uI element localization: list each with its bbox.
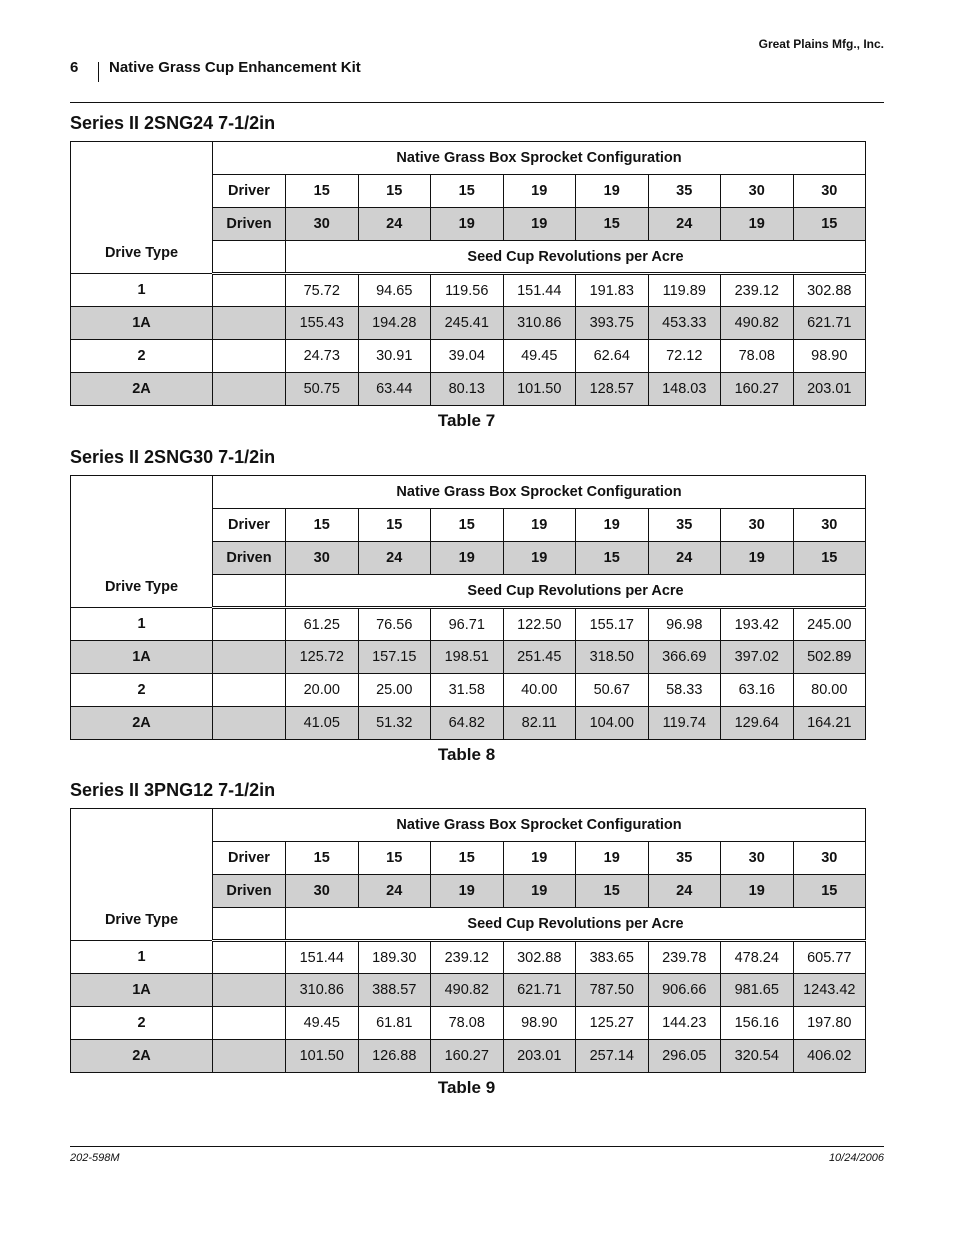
value-cell: 104.00 bbox=[576, 707, 649, 740]
table-section bbox=[70, 111, 865, 436]
blank-cell bbox=[213, 1007, 286, 1040]
driver-cell: 30 bbox=[793, 509, 866, 542]
rev-header: Seed Cup Revolutions per Acre bbox=[286, 241, 866, 274]
value-cell: 245.41 bbox=[431, 307, 504, 340]
driven-cell: 24 bbox=[358, 208, 431, 241]
drive-type-cell: 1 bbox=[71, 941, 213, 974]
driven-cell: 19 bbox=[503, 208, 576, 241]
value-cell: 128.57 bbox=[576, 373, 649, 406]
driven-cell: 24 bbox=[648, 542, 721, 575]
document-title: Native Grass Cup Enhancement Kit bbox=[109, 59, 361, 76]
blank-cell bbox=[213, 340, 286, 373]
value-cell: 239.12 bbox=[431, 941, 504, 974]
value-cell: 151.44 bbox=[286, 941, 359, 974]
value-cell: 787.50 bbox=[576, 974, 649, 1007]
value-cell: 203.01 bbox=[793, 373, 866, 406]
driver-cell: 19 bbox=[503, 509, 576, 542]
driver-cell: 15 bbox=[286, 175, 359, 208]
rev-header: Seed Cup Revolutions per Acre bbox=[286, 908, 866, 941]
blank-cell bbox=[213, 575, 286, 608]
rev-header: Seed Cup Revolutions per Acre bbox=[286, 575, 866, 608]
drive-type-cell: 2A bbox=[71, 373, 213, 406]
driver-cell: 30 bbox=[721, 842, 794, 875]
table-caption: Table 9 bbox=[437, 1078, 496, 1097]
value-cell: 61.81 bbox=[358, 1007, 431, 1040]
drive-type-cell: 2 bbox=[71, 340, 213, 373]
value-cell: 155.17 bbox=[576, 608, 649, 641]
value-cell: 41.05 bbox=[286, 707, 359, 740]
config-header: Native Grass Box Sprocket Configuration bbox=[213, 809, 866, 842]
table-row bbox=[71, 608, 866, 641]
drive-type-cell: 1 bbox=[71, 608, 213, 641]
driver-cell: 15 bbox=[358, 175, 431, 208]
drive-type-cell: 1A bbox=[71, 974, 213, 1007]
config-header: Native Grass Box Sprocket Configuration bbox=[213, 142, 866, 175]
page-number: 6 bbox=[70, 59, 79, 76]
value-cell: 50.67 bbox=[576, 674, 649, 707]
table-row bbox=[71, 307, 866, 340]
drive-type-cell: 1A bbox=[71, 307, 213, 340]
table-row bbox=[71, 373, 866, 406]
driver-label: Driver bbox=[213, 175, 286, 208]
value-cell: 156.16 bbox=[721, 1007, 794, 1040]
value-cell: 119.56 bbox=[431, 274, 504, 307]
value-cell: 164.21 bbox=[793, 707, 866, 740]
blank-cell bbox=[213, 307, 286, 340]
value-cell: 62.64 bbox=[576, 340, 649, 373]
table-section bbox=[70, 778, 865, 1103]
value-cell: 98.90 bbox=[503, 1007, 576, 1040]
driver-cell: 19 bbox=[503, 842, 576, 875]
blank-cell bbox=[213, 373, 286, 406]
section-title: Series II 3PNG12 7-1/2in bbox=[70, 780, 276, 800]
drive-type-cell: 2 bbox=[71, 674, 213, 707]
driver-cell: 19 bbox=[576, 175, 649, 208]
value-cell: 1243.42 bbox=[793, 974, 866, 1007]
table-row bbox=[71, 641, 866, 674]
blank-cell bbox=[213, 608, 286, 641]
driver-cell: 19 bbox=[576, 509, 649, 542]
header-rule bbox=[70, 102, 884, 103]
blank-cell bbox=[213, 674, 286, 707]
driver-cell: 30 bbox=[793, 842, 866, 875]
value-cell: 119.89 bbox=[648, 274, 721, 307]
value-cell: 40.00 bbox=[503, 674, 576, 707]
value-cell: 155.43 bbox=[286, 307, 359, 340]
value-cell: 320.54 bbox=[721, 1040, 794, 1073]
value-cell: 30.91 bbox=[358, 340, 431, 373]
value-cell: 63.44 bbox=[358, 373, 431, 406]
driven-cell: 30 bbox=[286, 208, 359, 241]
value-cell: 94.65 bbox=[358, 274, 431, 307]
table-row bbox=[71, 1007, 866, 1040]
value-cell: 61.25 bbox=[286, 608, 359, 641]
value-cell: 25.00 bbox=[358, 674, 431, 707]
blank-cell bbox=[213, 974, 286, 1007]
section-title: Series II 2SNG30 7-1/2in bbox=[70, 447, 276, 467]
value-cell: 239.12 bbox=[721, 274, 794, 307]
driven-cell: 24 bbox=[648, 875, 721, 908]
value-cell: 160.27 bbox=[431, 1040, 504, 1073]
value-cell: 98.90 bbox=[793, 340, 866, 373]
driven-cell: 19 bbox=[431, 542, 504, 575]
driven-cell: 19 bbox=[431, 208, 504, 241]
value-cell: 58.33 bbox=[648, 674, 721, 707]
table-row bbox=[71, 941, 866, 974]
driver-cell: 15 bbox=[358, 509, 431, 542]
value-cell: 96.98 bbox=[648, 608, 721, 641]
value-cell: 101.50 bbox=[503, 373, 576, 406]
blank-cell bbox=[213, 274, 286, 307]
driven-cell: 15 bbox=[576, 542, 649, 575]
value-cell: 80.00 bbox=[793, 674, 866, 707]
driver-cell: 30 bbox=[721, 509, 794, 542]
driven-cell: 19 bbox=[721, 208, 794, 241]
part-number: 202-598M bbox=[70, 1152, 120, 1164]
value-cell: 160.27 bbox=[721, 373, 794, 406]
value-cell: 239.78 bbox=[648, 941, 721, 974]
value-cell: 80.13 bbox=[431, 373, 504, 406]
value-cell: 50.75 bbox=[286, 373, 359, 406]
blank-cell bbox=[213, 241, 286, 274]
driven-cell: 24 bbox=[358, 542, 431, 575]
value-cell: 157.15 bbox=[358, 641, 431, 674]
table-row bbox=[71, 1040, 866, 1073]
drive-type-header: Drive Type bbox=[71, 809, 213, 941]
value-cell: 406.02 bbox=[793, 1040, 866, 1073]
value-cell: 621.71 bbox=[793, 307, 866, 340]
driven-label: Driven bbox=[213, 542, 286, 575]
driven-cell: 15 bbox=[793, 208, 866, 241]
value-cell: 64.82 bbox=[431, 707, 504, 740]
value-cell: 490.82 bbox=[431, 974, 504, 1007]
driver-cell: 19 bbox=[503, 175, 576, 208]
value-cell: 63.16 bbox=[721, 674, 794, 707]
table-row bbox=[71, 707, 866, 740]
value-cell: 72.12 bbox=[648, 340, 721, 373]
value-cell: 198.51 bbox=[431, 641, 504, 674]
config-header: Native Grass Box Sprocket Configuration bbox=[213, 476, 866, 509]
value-cell: 251.45 bbox=[503, 641, 576, 674]
sprocket-table bbox=[70, 808, 866, 1073]
value-cell: 981.65 bbox=[721, 974, 794, 1007]
drive-type-cell: 2 bbox=[71, 1007, 213, 1040]
driven-cell: 19 bbox=[721, 875, 794, 908]
value-cell: 75.72 bbox=[286, 274, 359, 307]
value-cell: 393.75 bbox=[576, 307, 649, 340]
value-cell: 257.14 bbox=[576, 1040, 649, 1073]
value-cell: 302.88 bbox=[503, 941, 576, 974]
driven-cell: 15 bbox=[576, 875, 649, 908]
value-cell: 296.05 bbox=[648, 1040, 721, 1073]
value-cell: 193.42 bbox=[721, 608, 794, 641]
value-cell: 906.66 bbox=[648, 974, 721, 1007]
value-cell: 49.45 bbox=[286, 1007, 359, 1040]
driven-cell: 15 bbox=[793, 875, 866, 908]
value-cell: 31.58 bbox=[431, 674, 504, 707]
value-cell: 605.77 bbox=[793, 941, 866, 974]
value-cell: 397.02 bbox=[721, 641, 794, 674]
driven-cell: 19 bbox=[503, 542, 576, 575]
value-cell: 388.57 bbox=[358, 974, 431, 1007]
driven-cell: 30 bbox=[286, 875, 359, 908]
driver-cell: 15 bbox=[431, 175, 504, 208]
drive-type-header: Drive Type bbox=[71, 142, 213, 274]
driven-label: Driven bbox=[213, 875, 286, 908]
value-cell: 302.88 bbox=[793, 274, 866, 307]
drive-type-cell: 1A bbox=[71, 641, 213, 674]
driver-cell: 30 bbox=[793, 175, 866, 208]
blank-cell bbox=[213, 641, 286, 674]
header-row bbox=[71, 809, 866, 842]
driver-cell: 35 bbox=[648, 509, 721, 542]
header-divider bbox=[98, 62, 99, 82]
value-cell: 310.86 bbox=[286, 974, 359, 1007]
value-cell: 191.83 bbox=[576, 274, 649, 307]
driver-cell: 15 bbox=[286, 509, 359, 542]
value-cell: 51.32 bbox=[358, 707, 431, 740]
value-cell: 82.11 bbox=[503, 707, 576, 740]
sprocket-table bbox=[70, 475, 866, 740]
value-cell: 125.27 bbox=[576, 1007, 649, 1040]
table-section bbox=[70, 445, 865, 770]
footer-rule bbox=[70, 1146, 884, 1147]
driven-cell: 15 bbox=[576, 208, 649, 241]
value-cell: 189.30 bbox=[358, 941, 431, 974]
value-cell: 151.44 bbox=[503, 274, 576, 307]
value-cell: 383.65 bbox=[576, 941, 649, 974]
header-row bbox=[71, 142, 866, 175]
driver-cell: 15 bbox=[431, 842, 504, 875]
driven-cell: 24 bbox=[358, 875, 431, 908]
driver-cell: 19 bbox=[576, 842, 649, 875]
driven-cell: 19 bbox=[721, 542, 794, 575]
value-cell: 96.71 bbox=[431, 608, 504, 641]
blank-cell bbox=[213, 941, 286, 974]
table-caption: Table 7 bbox=[437, 411, 496, 430]
value-cell: 203.01 bbox=[503, 1040, 576, 1073]
value-cell: 101.50 bbox=[286, 1040, 359, 1073]
value-cell: 20.00 bbox=[286, 674, 359, 707]
value-cell: 453.33 bbox=[648, 307, 721, 340]
driver-label: Driver bbox=[213, 842, 286, 875]
table-row bbox=[71, 974, 866, 1007]
value-cell: 126.88 bbox=[358, 1040, 431, 1073]
driven-label: Driven bbox=[213, 208, 286, 241]
value-cell: 366.69 bbox=[648, 641, 721, 674]
blank-cell bbox=[213, 707, 286, 740]
driver-cell: 15 bbox=[431, 509, 504, 542]
value-cell: 125.72 bbox=[286, 641, 359, 674]
driven-cell: 19 bbox=[503, 875, 576, 908]
blank-cell bbox=[213, 1040, 286, 1073]
driver-cell: 35 bbox=[648, 842, 721, 875]
table-row bbox=[71, 674, 866, 707]
blank-cell bbox=[213, 908, 286, 941]
value-cell: 478.24 bbox=[721, 941, 794, 974]
company-name: Great Plains Mfg., Inc. bbox=[758, 37, 884, 51]
sprocket-table bbox=[70, 141, 866, 406]
driver-cell: 15 bbox=[358, 842, 431, 875]
driven-cell: 30 bbox=[286, 542, 359, 575]
drive-type-cell: 2A bbox=[71, 1040, 213, 1073]
drive-type-cell: 1 bbox=[71, 274, 213, 307]
value-cell: 144.23 bbox=[648, 1007, 721, 1040]
value-cell: 24.73 bbox=[286, 340, 359, 373]
driven-cell: 19 bbox=[431, 875, 504, 908]
driver-cell: 35 bbox=[648, 175, 721, 208]
driven-cell: 24 bbox=[648, 208, 721, 241]
value-cell: 621.71 bbox=[503, 974, 576, 1007]
drive-type-cell: 2A bbox=[71, 707, 213, 740]
value-cell: 148.03 bbox=[648, 373, 721, 406]
value-cell: 49.45 bbox=[503, 340, 576, 373]
footer-date: 10/24/2006 bbox=[828, 1152, 884, 1164]
drive-type-header: Drive Type bbox=[71, 476, 213, 608]
value-cell: 78.08 bbox=[721, 340, 794, 373]
value-cell: 76.56 bbox=[358, 608, 431, 641]
value-cell: 119.74 bbox=[648, 707, 721, 740]
driver-cell: 15 bbox=[286, 842, 359, 875]
value-cell: 490.82 bbox=[721, 307, 794, 340]
driver-cell: 30 bbox=[721, 175, 794, 208]
value-cell: 122.50 bbox=[503, 608, 576, 641]
value-cell: 39.04 bbox=[431, 340, 504, 373]
value-cell: 318.50 bbox=[576, 641, 649, 674]
value-cell: 78.08 bbox=[431, 1007, 504, 1040]
table-caption: Table 8 bbox=[437, 745, 496, 764]
table-row bbox=[71, 340, 866, 373]
header-row bbox=[71, 476, 866, 509]
value-cell: 245.00 bbox=[793, 608, 866, 641]
value-cell: 310.86 bbox=[503, 307, 576, 340]
table-row bbox=[71, 274, 866, 307]
value-cell: 502.89 bbox=[793, 641, 866, 674]
value-cell: 197.80 bbox=[793, 1007, 866, 1040]
section-title: Series II 2SNG24 7-1/2in bbox=[70, 113, 276, 133]
value-cell: 194.28 bbox=[358, 307, 431, 340]
value-cell: 129.64 bbox=[721, 707, 794, 740]
driven-cell: 15 bbox=[793, 542, 866, 575]
driver-label: Driver bbox=[213, 509, 286, 542]
